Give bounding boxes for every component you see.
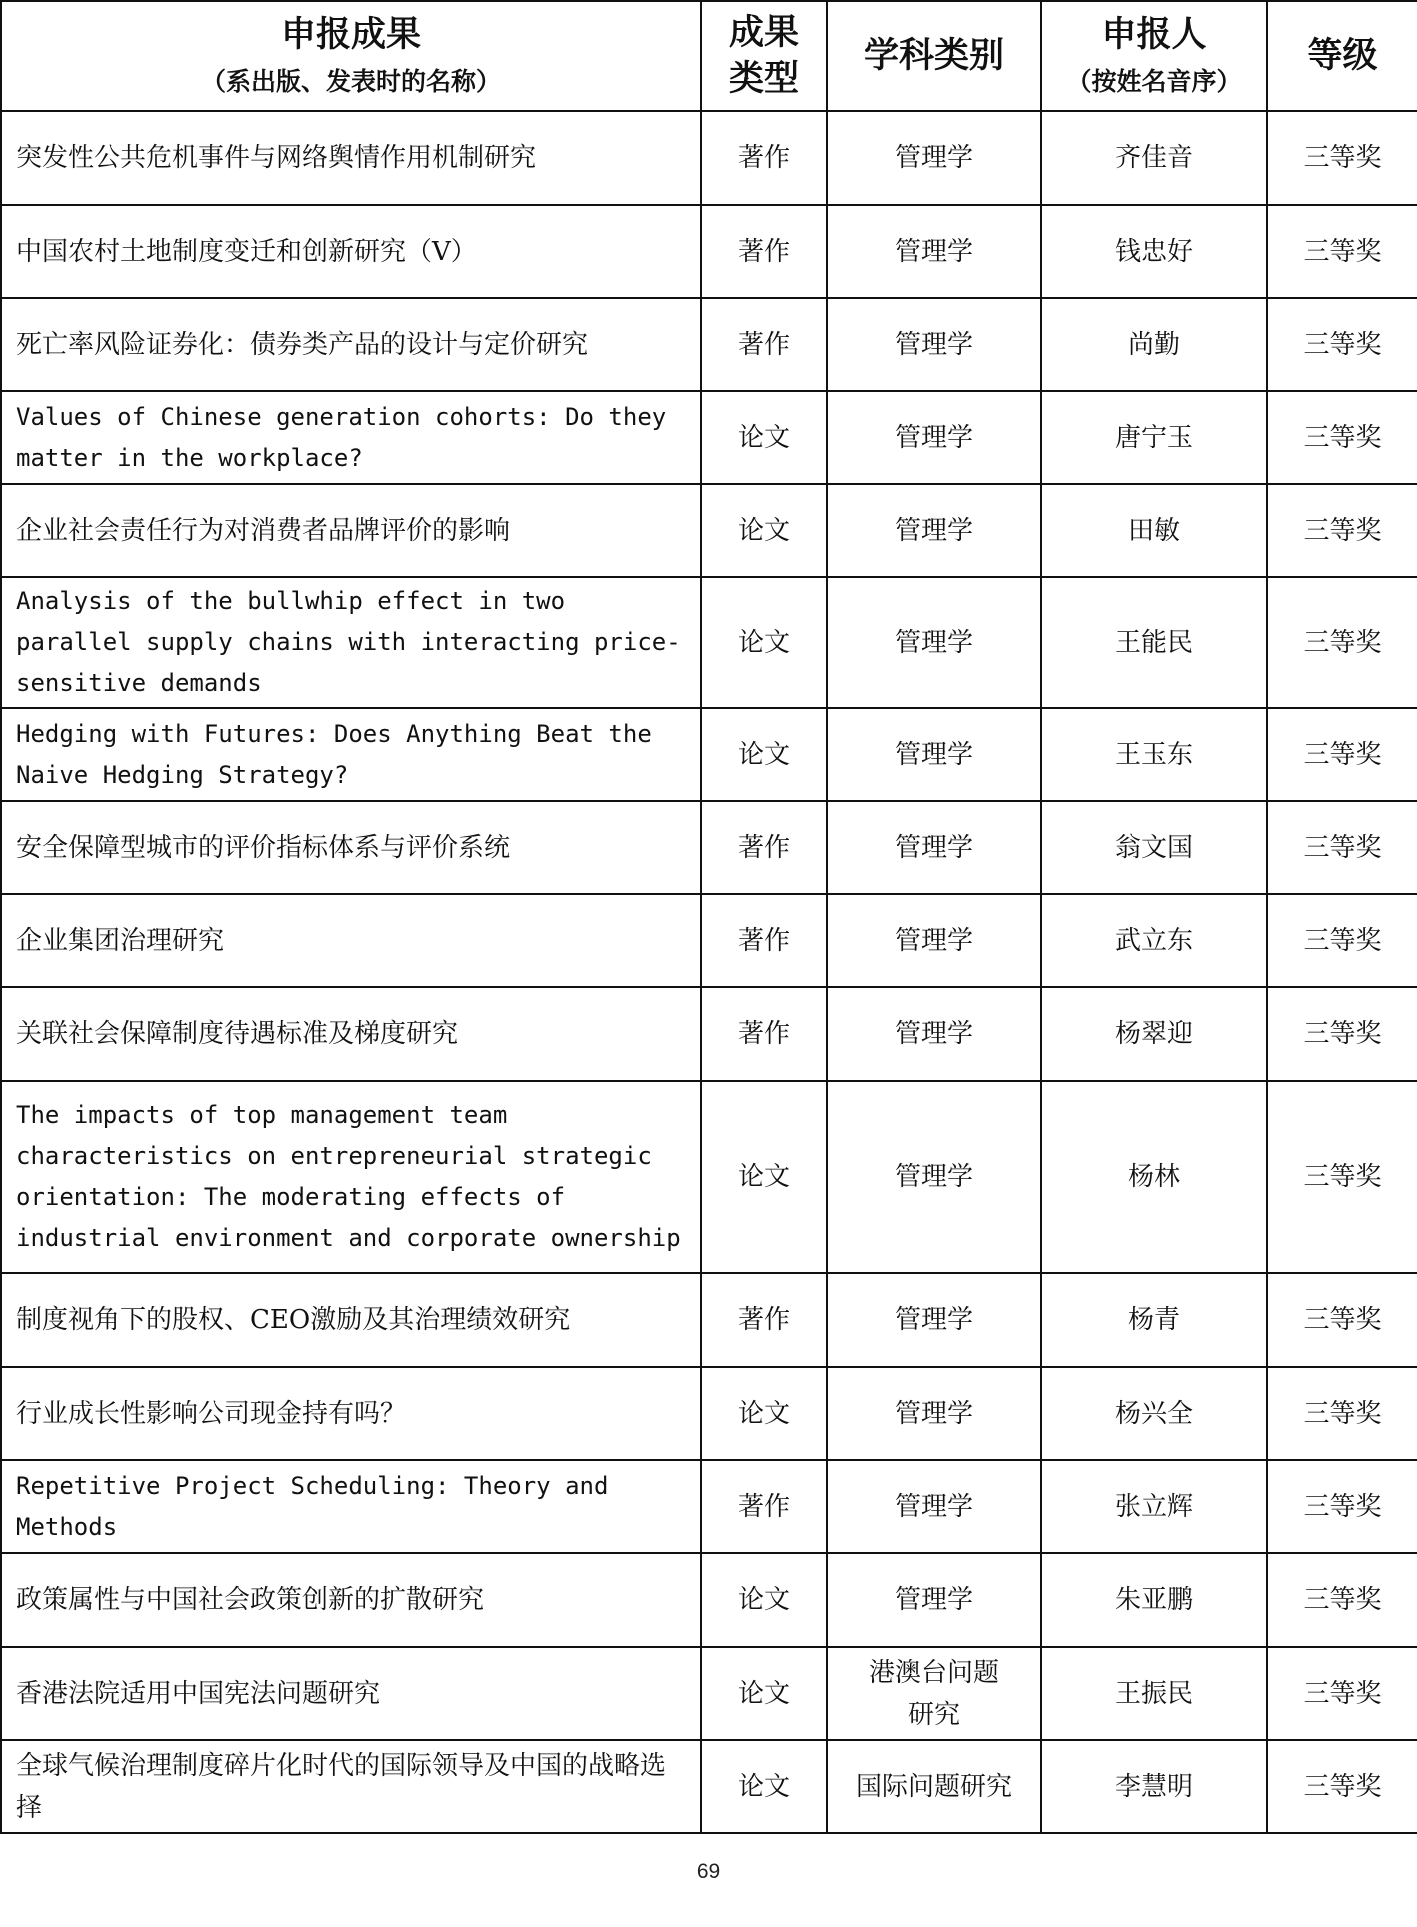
cell-applicant: 尚勤 xyxy=(1041,298,1267,391)
cell-grade: 三等奖 xyxy=(1267,391,1417,484)
cell-applicant: 田敏 xyxy=(1041,484,1267,577)
page-number: 69 xyxy=(696,1860,721,1883)
cell-applicant: 唐宁玉 xyxy=(1041,391,1267,484)
cell-title: 突发性公共危机事件与网络舆情作用机制研究 xyxy=(1,111,701,205)
cell-discipline: 管理学 xyxy=(827,391,1041,484)
cell-discipline: 管理学 xyxy=(827,484,1041,577)
table-row xyxy=(1,1647,1417,1740)
header-applicant-sub: （按姓名音序） xyxy=(1066,67,1242,96)
cell-type: 著作 xyxy=(701,1460,827,1553)
header-discipline: 学科类别 xyxy=(827,1,1041,111)
cell-discipline: 管理学 xyxy=(827,708,1041,801)
cell-grade: 三等奖 xyxy=(1267,708,1417,801)
cell-discipline: 管理学 xyxy=(827,1553,1041,1647)
cell-grade: 三等奖 xyxy=(1267,1553,1417,1647)
cell-discipline: 管理学 xyxy=(827,111,1041,205)
cell-grade: 三等奖 xyxy=(1267,801,1417,894)
cell-grade: 三等奖 xyxy=(1267,1273,1417,1367)
cell-title: 行业成长性影响公司现金持有吗？ xyxy=(1,1367,701,1460)
header-type: 成果类型 xyxy=(728,13,799,99)
cell-applicant: 朱亚鹏 xyxy=(1041,1553,1267,1647)
cell-type: 论文 xyxy=(701,391,827,484)
cell-discipline: 国际问题研究 xyxy=(827,1740,1041,1833)
table-row xyxy=(1,1740,1417,1833)
cell-applicant: 王振民 xyxy=(1041,1647,1267,1740)
table-row xyxy=(1,1081,1417,1273)
cell-type: 著作 xyxy=(701,894,827,987)
cell-applicant: 王能民 xyxy=(1041,577,1267,708)
cell-type: 论文 xyxy=(701,577,827,708)
header-title-cell xyxy=(1,1,701,111)
header-applicant-cell xyxy=(1041,1,1267,111)
cell-applicant: 杨青 xyxy=(1041,1273,1267,1367)
cell-title: Hedging with Futures: Does Anything Beat the Naive Hedging Strategy? xyxy=(1,708,701,801)
table-row xyxy=(1,577,1417,708)
cell-discipline: 港澳台问题研究 xyxy=(868,1657,999,1730)
cell-grade: 三等奖 xyxy=(1267,1081,1417,1273)
cell-title: 全球气候治理制度碎片化时代的国际领导及中国的战略选择 xyxy=(1,1740,701,1833)
header-type-cell xyxy=(701,1,827,111)
cell-type: 著作 xyxy=(701,1273,827,1367)
cell-applicant: 武立东 xyxy=(1041,894,1267,987)
cell-applicant: 王玉东 xyxy=(1041,708,1267,801)
cell-grade: 三等奖 xyxy=(1267,1740,1417,1833)
cell-type: 论文 xyxy=(701,1647,827,1740)
cell-grade: 三等奖 xyxy=(1267,894,1417,987)
table-row xyxy=(1,298,1417,391)
table-row xyxy=(1,391,1417,484)
cell-discipline: 管理学 xyxy=(827,1367,1041,1460)
table-row xyxy=(1,1553,1417,1647)
cell-title: 企业集团治理研究 xyxy=(1,894,701,987)
cell-type: 著作 xyxy=(701,205,827,298)
cell-discipline-cell xyxy=(827,1647,1041,1740)
cell-type: 著作 xyxy=(701,987,827,1081)
table-row xyxy=(1,801,1417,894)
cell-grade: 三等奖 xyxy=(1267,205,1417,298)
cell-applicant: 钱忠好 xyxy=(1041,205,1267,298)
cell-title: 关联社会保障制度待遇标准及梯度研究 xyxy=(1,987,701,1081)
cell-type: 论文 xyxy=(701,1367,827,1460)
cell-title: Repetitive Project Scheduling: Theory and Methods xyxy=(1,1460,701,1553)
cell-applicant: 张立辉 xyxy=(1041,1460,1267,1553)
cell-applicant: 翁文国 xyxy=(1041,801,1267,894)
header-title-sub: （系出版、发表时的名称） xyxy=(200,67,501,96)
table-row xyxy=(1,987,1417,1081)
cell-grade: 三等奖 xyxy=(1267,111,1417,205)
cell-type: 论文 xyxy=(701,1740,827,1833)
cell-grade: 三等奖 xyxy=(1267,577,1417,708)
cell-grade: 三等奖 xyxy=(1267,987,1417,1081)
table-row xyxy=(1,1273,1417,1367)
table-row xyxy=(1,205,1417,298)
cell-title: 死亡率风险证券化：债券类产品的设计与定价研究 xyxy=(1,298,701,391)
cell-title: Analysis of the bullwhip effect in two parallel supply chains with interacting price-sensitive demands xyxy=(1,577,701,708)
cell-discipline: 管理学 xyxy=(827,298,1041,391)
table-row xyxy=(1,484,1417,577)
cell-grade: 三等奖 xyxy=(1267,1460,1417,1553)
cell-title: 政策属性与中国社会政策创新的扩散研究 xyxy=(1,1553,701,1647)
cell-grade: 三等奖 xyxy=(1267,484,1417,577)
table-row xyxy=(1,1460,1417,1553)
cell-discipline: 管理学 xyxy=(827,1273,1041,1367)
cell-title: 中国农村土地制度变迁和创新研究（V） xyxy=(1,205,701,298)
table-row xyxy=(1,1367,1417,1460)
cell-title: The impacts of top management team characteristics on entrepreneurial strategic orientation: The moderating effects of industrial environment and corporate ownership xyxy=(1,1081,701,1273)
table-row xyxy=(1,894,1417,987)
cell-title: 香港法院适用中国宪法问题研究 xyxy=(1,1647,701,1740)
cell-title: 安全保障型城市的评价指标体系与评价系统 xyxy=(1,801,701,894)
table-row xyxy=(1,708,1417,801)
header-title-main: 申报成果 xyxy=(280,15,421,55)
cell-title: 制度视角下的股权、CEO激励及其治理绩效研究 xyxy=(1,1273,701,1367)
cell-type: 论文 xyxy=(701,1553,827,1647)
cell-applicant: 杨翠迎 xyxy=(1041,987,1267,1081)
cell-applicant: 齐佳音 xyxy=(1041,111,1267,205)
cell-type: 论文 xyxy=(701,708,827,801)
cell-grade: 三等奖 xyxy=(1267,298,1417,391)
cell-applicant: 杨兴全 xyxy=(1041,1367,1267,1460)
cell-discipline: 管理学 xyxy=(827,894,1041,987)
cell-type: 著作 xyxy=(701,801,827,894)
cell-grade: 三等奖 xyxy=(1267,1367,1417,1460)
cell-type: 著作 xyxy=(701,298,827,391)
cell-discipline: 管理学 xyxy=(827,577,1041,708)
cell-discipline: 管理学 xyxy=(827,1460,1041,1553)
cell-title: Values of Chinese generation cohorts: Do they matter in the workplace? xyxy=(1,391,701,484)
cell-type: 论文 xyxy=(701,1081,827,1273)
cell-title: 企业社会责任行为对消费者品牌评价的影响 xyxy=(1,484,701,577)
header-row xyxy=(1,1,1417,111)
cell-grade: 三等奖 xyxy=(1267,1647,1417,1740)
cell-type: 著作 xyxy=(701,111,827,205)
cell-discipline: 管理学 xyxy=(827,801,1041,894)
cell-applicant: 李慧明 xyxy=(1041,1740,1267,1833)
cell-type: 论文 xyxy=(701,484,827,577)
header-applicant-main: 申报人 xyxy=(1101,15,1207,55)
cell-discipline: 管理学 xyxy=(827,205,1041,298)
table-row xyxy=(1,111,1417,205)
cell-applicant: 杨林 xyxy=(1041,1081,1267,1273)
header-grade: 等级 xyxy=(1267,1,1417,111)
cell-discipline: 管理学 xyxy=(827,987,1041,1081)
cell-discipline: 管理学 xyxy=(827,1081,1041,1273)
